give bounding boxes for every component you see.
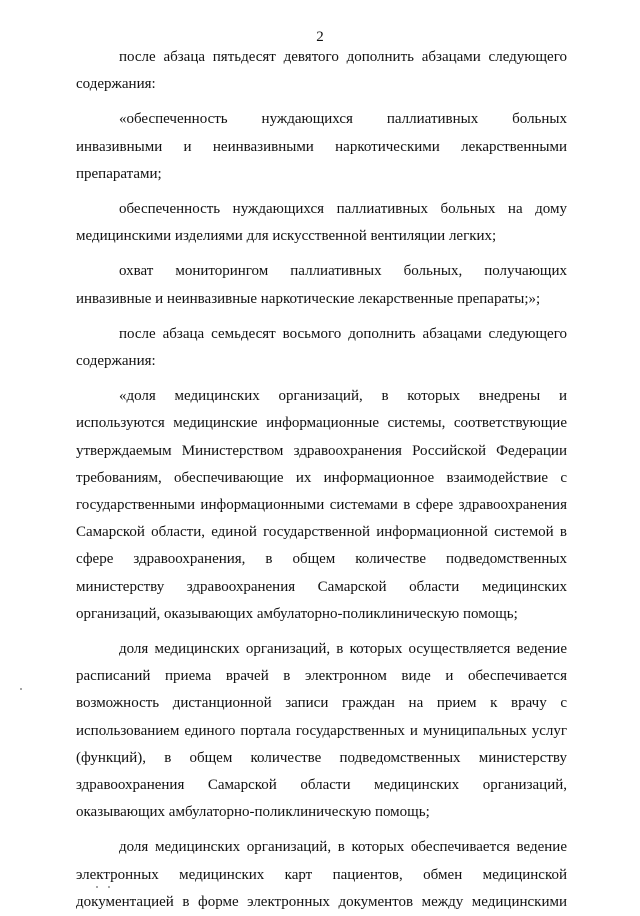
text-line: министерству здравоохранения Самарской области медицинских: [76, 578, 567, 595]
scan-artifact: [96, 886, 98, 888]
text-line: расписаний приема врачей в электронном виде и обеспечивается: [76, 668, 567, 685]
text-line: доля медицинских организаций, в которых обеспечивается ведение: [119, 839, 567, 856]
paragraph: [76, 44, 567, 98]
text-line: утверждаемым Министерством здравоохранения Российской Федерации: [76, 442, 567, 459]
text-line: организаций, оказывающих амбулаторно-поликлиническую помощь;: [76, 605, 518, 622]
paragraph: [76, 636, 567, 826]
text-line: обеспеченность нуждающихся паллиативных больных на дому: [119, 201, 567, 218]
page-number: 2: [316, 29, 324, 45]
scan-artifact: [108, 886, 110, 888]
text-line: охват мониторингом паллиативных больных, получающих: [119, 263, 567, 280]
text-line: государственными информационными системами в сфере здравоохранения: [76, 497, 567, 514]
text-line: содержания:: [76, 353, 156, 370]
paragraph: [76, 834, 567, 916]
text-line: инвазивные и неинвазивные наркотические лекарственные препараты;»;: [76, 290, 541, 307]
text-line: после абзаца пятьдесят девятого дополнить абзацами следующего: [119, 49, 567, 65]
text-line: возможность дистанционной записи граждан на прием к врачу с: [76, 695, 567, 712]
paragraph: [76, 383, 567, 628]
paragraph: [76, 196, 567, 250]
text-line: «обеспеченность нуждающихся паллиативных больных: [119, 111, 567, 128]
paragraph: [76, 321, 567, 375]
text-line: использованием единого портала государственных и муниципальных услуг: [76, 722, 567, 739]
text-line: медицинскими изделиями для искусственной вентиляции легких;: [76, 228, 497, 245]
text-line: сфере здравоохранения, в общем количестве подведомственных: [76, 551, 567, 568]
text-line: после абзаца семьдесят восьмого дополнить абзацами следующего: [119, 325, 567, 342]
text-line: доля медицинских организаций, в которых осуществляется ведение: [119, 641, 567, 658]
text-line: документацией в форме электронных документов между медицинскими: [76, 893, 567, 910]
paragraph: [76, 258, 567, 312]
text-line: инвазивными и неинвазивными наркотическими лекарственными: [76, 138, 567, 155]
paragraph: [76, 106, 567, 188]
scan-artifact: [20, 688, 22, 690]
text-line: электронных медицинских карт пациентов, обмен медицинской: [76, 866, 567, 883]
text-line: используются медицинские информационные системы, соответствующие: [76, 415, 567, 432]
text-line: Самарской области, единой государственной информационной системой в: [76, 524, 567, 541]
text-line: оказывающих амбулаторно-поликлиническую помощь;: [76, 804, 430, 821]
text-line: требованиям, обеспечивающие их информационное взаимодействие с: [76, 469, 567, 486]
text-line: (функций), в общем количестве подведомственных министерству: [76, 749, 567, 766]
text-line: содержания:: [76, 76, 156, 93]
text-line: препаратами;: [76, 165, 162, 182]
document-body: [76, 44, 567, 916]
text-line: здравоохранения Самарской области медицинских организаций,: [76, 777, 567, 794]
text-line: «доля медицинских организаций, в которых внедрены и: [119, 388, 567, 405]
